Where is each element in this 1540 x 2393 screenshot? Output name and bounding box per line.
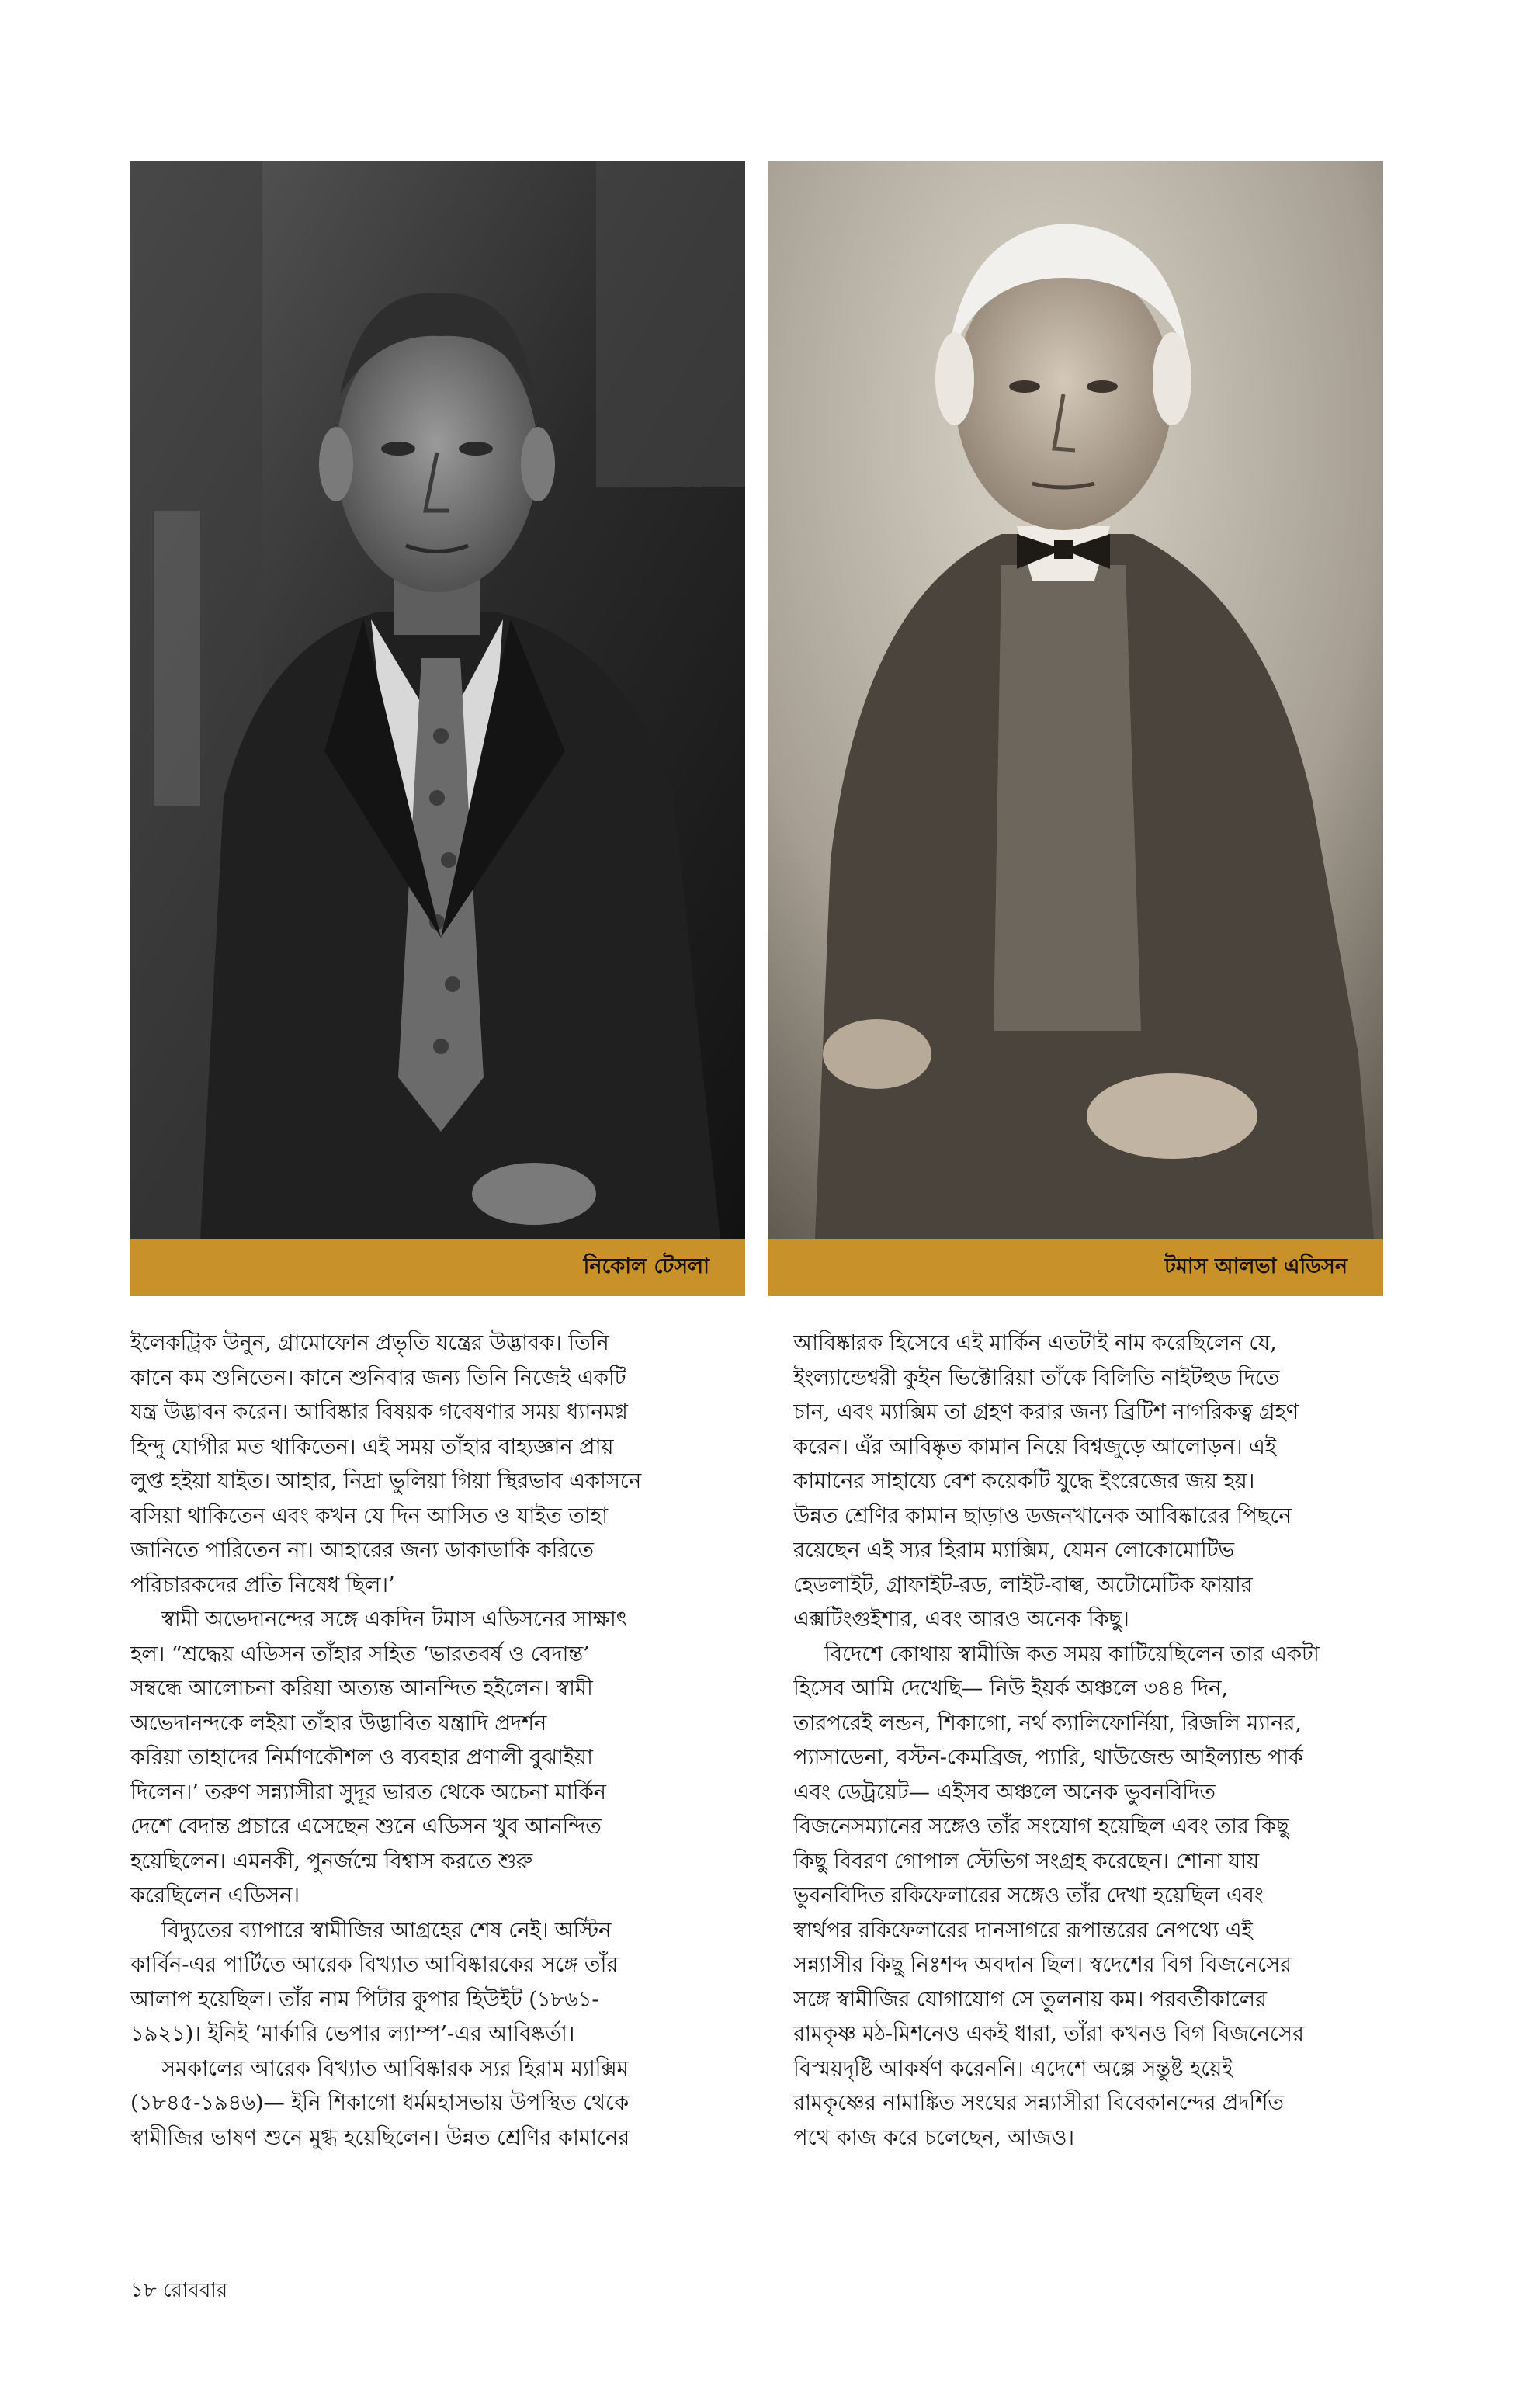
text-line: স্বামীজির ভাষণ শুনে মুগ্ধ হয়েছিলেন। উন্নত শ্রেণির কামানের: [130, 2124, 630, 2150]
text-line: বিদ্যুতের ব্যাপারে স্বামীজির আগ্রহের শেষ নেই। অস্টিন: [161, 1917, 612, 1943]
text-line: হেডলাইট, গ্রাফাইট-রড, লাইট-বাল্ব, অটোমেটিক ফায়ার: [793, 1572, 1253, 1597]
text-line: সন্ন্যাসীর কিছু নিঃশব্দ অবদান ছিল। স্বদেশের বিগ বিজনেসের: [793, 1952, 1292, 1977]
text-line: সঙ্গে স্বামীজির যোগাযোগ সে তুলনায় কম। পরবর্তীকালের: [793, 1986, 1267, 2012]
text-line: প্যাসাডেনা, বস্টন-কেমব্রিজ, প্যারি, থাউজেন্ড আইল্যান্ড পার্ক: [793, 1745, 1303, 1770]
text-line: (১৮৪৫-১৯৪৬)— ইনি শিকাগো ধর্মমহাসভায় উপস্থিত থেকে: [130, 2090, 629, 2115]
article-column-right: [793, 1326, 1383, 2155]
text-line: আলাপ হয়েছিল। তাঁর নাম পিটার কুপার হিউইট (১৮৬১-: [130, 1986, 599, 2012]
text-line: ১৯২১)। ইনিই ‘মার্কারি ভেপার ল্যাম্প’-এর আবিষ্কর্তা।: [130, 2021, 575, 2046]
text-line: যন্ত্র উদ্ভাবন করেন। আবিষ্কার বিষয়ক গবেষণার সময় ধ্যানমগ্ন: [130, 1399, 628, 1424]
text-line: কার্বিন-এর পার্টিতে আরেক বিখ্যাত আবিষ্কারকের সঙ্গে তাঁর: [130, 1952, 619, 1977]
text-line: উন্নত শ্রেণির কামান ছাড়াও ডজনখানেক আবিষ্কারের পিছনে: [793, 1503, 1292, 1528]
text-line: সমকালের আরেক বিখ্যাত আবিষ্কারক স্যর হিরাম ম্যাক্সিম: [161, 2055, 629, 2081]
text-line: স্বার্থপর রকিফেলারের দানসাগরে রূপান্তরের নেপথ্যে এই: [793, 1917, 1253, 1943]
text-line: হিসেব আমি দেখেছি— নিউ ইয়র্ক অঞ্চলে ৩৪৪ দিন,: [793, 1676, 1228, 1701]
text-line: জানিতে পারিতেন না। আহারের জন্য ডাকাডাকি করিতে: [130, 1538, 594, 1562]
text-line: কানে কম শুনিতেন। কানে শুনিবার জন্য তিনি নিজেই একটি: [130, 1365, 626, 1390]
text-line: দিলেন।’ তরুণ সন্ন্যাসীরা সুদূর ভারত থেকে অচেনা মার্কিন: [130, 1779, 606, 1805]
text-line: এক্সটিংগুইশার, এবং আরও অনেক কিছু।: [793, 1607, 1129, 1632]
edison-portrait-image: [768, 161, 1383, 1239]
text-line: রয়েছেন এই স্যর হিরাম ম্যাক্সিম, যেমন লোকোমোটিভ: [793, 1538, 1234, 1562]
text-line: বিদেশে কোথায় স্বামীজি কত সময় কাটিয়েছিলেন তার একটা: [824, 1641, 1320, 1666]
photo-edison: [768, 161, 1383, 1239]
text-line: ইংল্যান্ডেশ্বরী কুইন ভিক্টোরিয়া তাঁকে বিলিতি নাইটহুড দিতে: [793, 1365, 1280, 1390]
text-line: হল। “শ্রদ্ধেয় এডিসন তাঁহার সহিত ‘ভারতবর্ষ ও বেদান্ত’: [130, 1641, 590, 1666]
text-line: পরিচারকদের প্রতি নিষেধ ছিল।’: [130, 1572, 395, 1597]
text-line: করিয়া তাহাদের নির্মাণকৌশল ও ব্যবহার প্রণালী বুঝাইয়া: [130, 1745, 593, 1770]
text-line: করেন। এঁর আবিষ্কৃত কামান নিয়ে বিশ্বজুড়ে আলোড়ন। এই: [793, 1434, 1276, 1459]
text-line: পথে কাজ করে চলেছেন, আজও।: [793, 2124, 1074, 2150]
text-line: তারপরেই লন্ডন, শিকাগো, নর্থ ক্যালিফোর্নিয়া, রিজলি ম্যানর,: [793, 1710, 1302, 1736]
caption-tesla: নিকোল টেসলা: [130, 1239, 745, 1296]
text-line: বিস্ময়দৃষ্টি আকর্ষণ করেননি। এদেশে অল্পে সন্তুষ্ট হয়েই: [793, 2055, 1233, 2081]
text-line: আবিষ্কারক হিসেবে এই মার্কিন এতটাই নাম করেছিলেন যে,: [793, 1330, 1277, 1355]
text-line: কিছু বিবরণ গোপাল স্টেভিগ সংগ্রহ করেছেন। শোনা যায়: [793, 1848, 1260, 1874]
text-line: হিন্দু যোগীর মত থাকিতেন। এই সময় তাঁহার বাহ্যজ্ঞান প্রায়: [130, 1434, 614, 1459]
tesla-portrait-image: [130, 161, 745, 1239]
text-line: রামকৃষ্ণের নামাঙ্কিত সংঘের সন্ন্যাসীরা বিবেকানন্দের প্রদর্শিত: [793, 2090, 1284, 2115]
text-line: বসিয়া থাকিতেন এবং কখন যে দিন আসিত ও যাইত তাহা: [130, 1503, 608, 1528]
text-line: ভুবনবিদিত রকিফেলারের সঙ্গেও তাঁর দেখা হয়েছিল এবং: [793, 1883, 1264, 1908]
text-line: ইলেকট্রিক উনুন, গ্রামোফোন প্রভৃতি যন্ত্রের উদ্ভাবক। তিনি: [130, 1330, 609, 1355]
text-line: চান, এবং ম্যাক্সিম তা গ্রহণ করার জন্য ব্রিটিশ নাগরিকত্ব গ্রহণ: [793, 1399, 1299, 1424]
text-line: লুপ্ত হইয়া যাইত। আহার, নিদ্রা ভুলিয়া গিয়া স্থিরভাব একাসনে: [130, 1469, 642, 1493]
text-line: স্বামী অভেদানন্দের সঙ্গে একদিন টমাস এডিসনের সাক্ষাৎ: [161, 1607, 628, 1632]
text-line: অভেদানন্দকে লইয়া তাঁহার উদ্ভাবিত যন্ত্রাদি প্রদর্শন: [130, 1710, 547, 1736]
text-line: করেছিলেন এডিসন।: [130, 1883, 300, 1908]
photo-tesla: [130, 161, 745, 1239]
text-line: দেশে বেদান্ত প্রচারে এসেছেন শুনে এডিসন খুব আনন্দিত: [130, 1814, 602, 1839]
text-line: হয়েছিলেন। এমনকী, পুনর্জন্মে বিশ্বাস করতে শুরু: [130, 1848, 532, 1874]
text-line: বিজনেসম্যানের সঙ্গেও তাঁর সংযোগ হয়েছিল এবং তার কিছু: [793, 1814, 1289, 1839]
article-column-left: [130, 1326, 745, 2155]
text-line: এবং ডেট্রয়েট— এইসব অঞ্চলে অনেক ভুবনবিদিত: [793, 1779, 1216, 1805]
text-line: কামানের সাহায্যে বেশ কয়েকটি যুদ্ধে ইংরেজের জয় হয়।: [793, 1469, 1255, 1493]
page-folio: ১৮ রোববার: [130, 2279, 228, 2302]
text-line: রামকৃষ্ণ মঠ-মিশনেও একই ধারা, তাঁরা কখনও বিগ বিজনেসের: [793, 2021, 1304, 2046]
text-line: সম্বন্ধে আলোচনা করিয়া অত্যন্ত আনন্দিত হইলেন। স্বামী: [130, 1676, 593, 1701]
caption-edison: টমাস আলভা এডিসন: [768, 1239, 1383, 1296]
